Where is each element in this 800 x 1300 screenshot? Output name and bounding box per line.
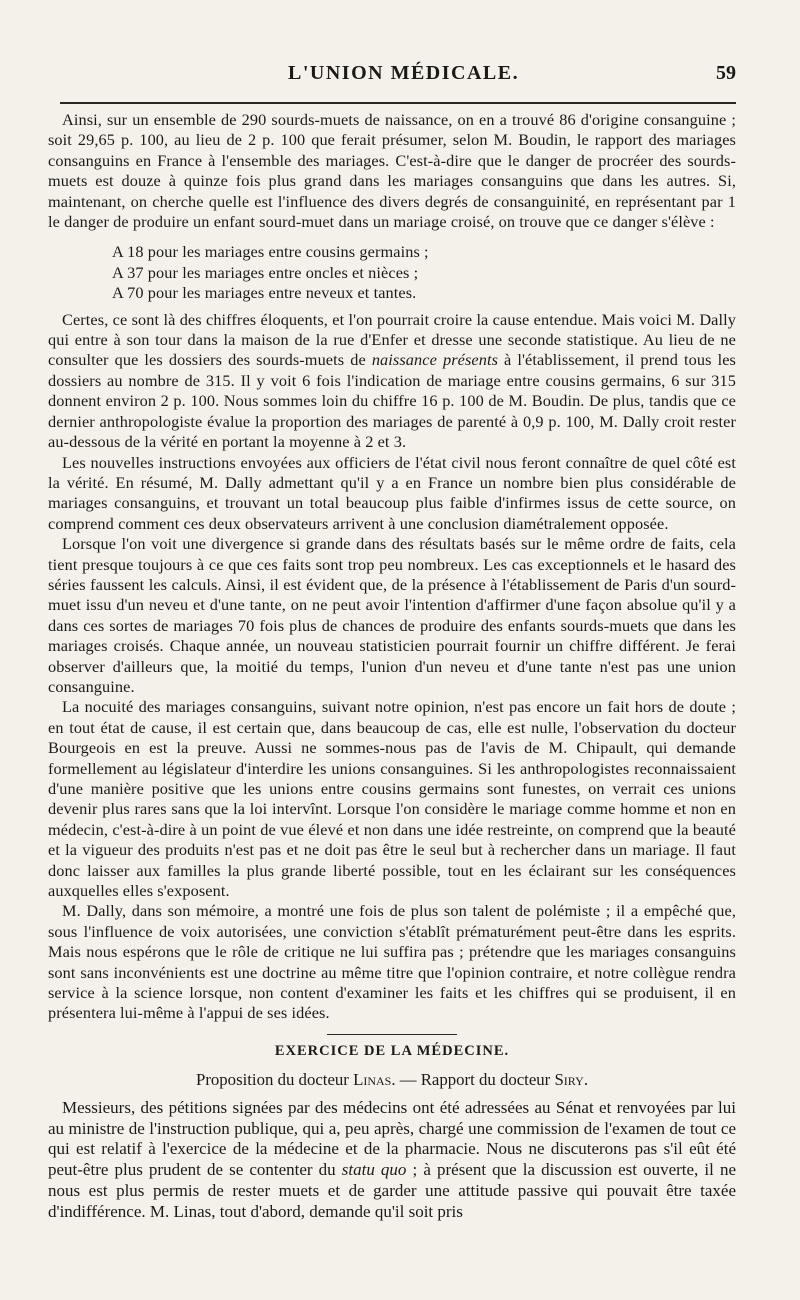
paragraph-5: La nocuité des mariages consanguins, suivant notre opinion, n'est pas encore un fait hors de doute ; en tout état de cause, il est certain que, dans beaucoup de cas, elle est nulle, l'observation du docteur Bourgeois en est la preuve. Aussi ne sommes-nous pas de l'avis de M. Chipault, qui demande formellement au législateur d'interdire les unions consanguines. Si les anthropologistes reconnaissaient d'une manière positive que les unions entre cousins germains sont funestes, on verrait ces unions devenir plus rares sans que la loi intervînt. Lorsque l'on considère le mariage comme homme et non en médecin, c'est-à-dire à un point de vue élevé et non dans une idée restreinte, on comprend que la beauté et la vigueur des produits n'est pas et ne doit pas être le seul but à rechercher dans un mariage. Il faut donc laisser aux familles la plus grande liberté possible, tout en les éclairant sur les conséquences auxquelles elles s'exposent.: [48, 697, 736, 901]
stat-cousins: A 18 pour les mariages entre cousins germains ;: [112, 242, 429, 262]
section-title: EXERCICE DE LA MÉDECINE.: [274, 1042, 510, 1059]
paragraph-7-italic: statu quo: [341, 1160, 407, 1180]
article-body: [48, 110, 736, 1024]
paragraph-4: Lorsque l'on voit une divergence si grande dans des résultats basés sur le même ordre de faits, cela tient presque toujours à ce que ces faits sont trop peu nombreux. Les cas exceptionnels et le hasard des séries faussent les calculs. Ainsi, il est évident que, de la présence à l'établissement de Paris d'un sourd-muet issu d'un neveu et d'une tante, on ne peut avoir l'intention d'affirmer d'une façon absolue qu'il y a dans ces sortes de mariages 70 fois plus de chances de produire des enfants sourds-muets que dans les mariages croisés. Chaque année, un nouveau statisticien pourrait fournir un chiffre différent. Je ferai observer d'ailleurs que, la moitié du temps, l'union d'un neveu et d'une tante n'est pas une union consanguine.: [48, 534, 736, 696]
section-body: [48, 1098, 736, 1223]
section-separator: [327, 1034, 457, 1035]
subtitle-part-a: Proposition du docteur: [195, 1069, 354, 1089]
page-header: [48, 62, 736, 96]
paragraph-2-italic: naissance présents: [371, 350, 499, 370]
subtitle-author-linas: Linas: [353, 1069, 392, 1089]
stat-uncles: A 37 pour les mariages entre oncles et nièces ;: [112, 262, 419, 282]
running-title: L'UNION MÉDICALE.: [288, 62, 520, 84]
page-number: 59: [716, 62, 736, 84]
paragraph-3: Les nouvelles instructions envoyées aux officiers de l'état civil nous feront connaître de quel côté est la vérité. En résumé, M. Dally admettant qu'il y a en France un nombre bien plus considérable de mariages consanguins, et trouvant un total beaucoup plus faible d'infirmes issus de cette source, on comprend comment ces deux observateurs arrivent à une conclusion diamétralement opposée.: [48, 452, 736, 533]
subtitle-author-siry: Siry: [554, 1069, 584, 1089]
paragraph-1: Ainsi, sur un ensemble de 290 sourds-muets de naissance, on en a trouvé 86 d'origine consanguine ; soit 29,65 p. 100, au lieu de 2 p. 100 que ferait présumer, selon M. Boudin, le rapport des mariages consanguins en France à l'ensemble des mariages. C'est-à-dire que le danger de procréer des sourds-muets est douze à quinze fois plus grand dans les mariages consanguins que dans les autres. Si, maintenant, on cherche quelle est l'influence des divers degrés de consanguinité, en représentant par 1 le danger de produire un enfant sourd-muet dans un mariage croisé, on trouve que ce danger s'élève :: [48, 110, 736, 232]
paragraph-6: M. Dally, dans son mémoire, a montré une fois de plus son talent de polémiste ; il a empêché que, sous l'influence de voix autorisées, une conviction s'établît prématurément peut-être dans les esprits. Mais nous espérons que le rôle de critique ne lui suffira pas ; prétendre que les mariages consanguins sont sans inconvénients est une doctrine au même titre que l'opinion contraire, et notre collègue rendra service à la science lorsque, non content d'examiner les faits et les chiffres qui se produisent, il en présentera lui-même à l'appui de ses idées.: [48, 901, 736, 1023]
paragraph-7-part-b: ; à présent que la discussion est ouverte, il ne nous est plus permis de rester muets et de garder une attitude passive qui pouvait être taxée d'indifférence. M. Linas, tout d'abord, demande qu'il soit pris: [48, 1160, 736, 1221]
paragraph-7: [48, 1098, 736, 1223]
statistics-list: [112, 242, 736, 303]
paragraph-2-part-b: à l'établissement, il prend tous les dossiers au nombre de 315. Il y voit 6 fois l'indication de mariage entre cousins germains, 6 sur 315 donnent environ 2 p. 100. Nous sommes loin du chiffre 16 p. 100 de M. Boudin. De plus, tandis que ce dernier anthropologiste évalue la proportion des mariages de parenté à 0,9 p. 100, M. Dally croit rester au-dessous de la vérité en portant la moyenne à 2 et 3.: [48, 350, 736, 452]
subtitle-part-c: .: [583, 1069, 589, 1089]
paragraph-2: [48, 310, 736, 453]
stat-nephews: A 70 pour les mariages entre neveux et tantes.: [112, 283, 417, 303]
paragraph-7-part-a: Messieurs, des pétitions signées par des médecins ont été adressées au Sénat et renvoyées par lui au ministre de l'instruction publique, qui a, peu après, chargé une commission de l'examen de tout ce qui est relatif à l'exercice de la médecine et de la pharmacie. Nous ne discuterons pas s'il eût été peut-être plus prudent de se contenter du: [48, 1097, 736, 1180]
section-subtitle: [48, 1070, 736, 1090]
header-rule: [60, 102, 736, 104]
subtitle-part-b: . — Rapport du docteur: [391, 1069, 555, 1089]
paragraph-2-part-a: Certes, ce sont là des chiffres éloquents, et l'on pourrait croire la cause entendue. Mais voici M. Dally qui entre à son tour dans la maison de la rue d'Enfer et dresse une seconde statistique. Au lieu de ne consulter que les dossiers des sourds-muets de: [48, 309, 736, 370]
